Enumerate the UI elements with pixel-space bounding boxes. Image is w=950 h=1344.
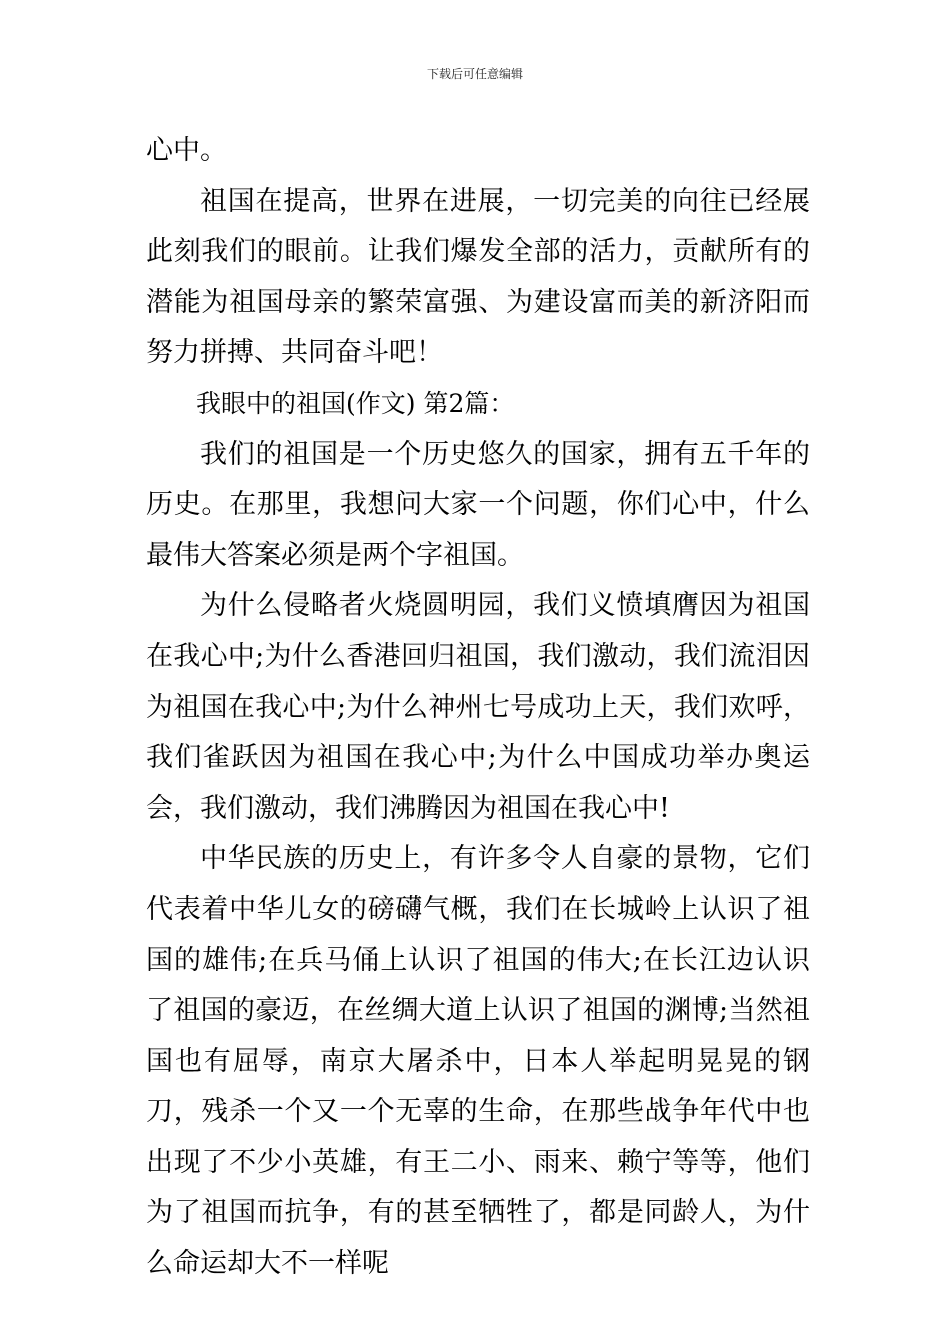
section-heading: 我眼中的祖国(作文) 第2篇：	[196, 388, 515, 418]
paragraph: 祖国在提高，世界在进展，一切完美的向往已经展此刻我们的眼前。让我们爆发全部的活力，贡献所有的潜能为祖国母亲的繁荣富强、为建设富而美的新济阳而努力拼搏、共同奋斗吧！	[146, 185, 810, 369]
paragraph: 为什么侵略者火烧圆明园，我们义愤填膺因为祖国在我心中;为什么香港回归祖国，我们激动，我们流泪因为祖国在我心中;为什么神州七号成功上天，我们欢呼，我们雀跃因为祖国在我心中;为什么中国成功举办奥运会，我们激动，我们沸腾因为祖国在我心中!	[146, 590, 810, 824]
paragraph: 中华民族的历史上，有许多令人自豪的景物，它们代表着中华儿女的磅礴气概，我们在长城岭上认识了祖国的雄伟;在兵马俑上认识了祖国的伟大;在长江边认识了祖国的豪迈，在丝绸大道上认识了祖国的渊博;当然祖国也有屈辱，南京大屠杀中，日本人举起明晃晃的钢刀，残杀一个又一个无辜的生命，在那些战争年代中也出现了不少小英雄，有王二小、雨来、赖宁等等，他们为了祖国而抗争，有的甚至牺牲了，都是同龄人，为什么命运却大不一样呢	[146, 843, 810, 1280]
paragraph-continuation: 心中。	[146, 135, 227, 166]
page-header: 下载后可任意编辑	[426, 67, 523, 81]
paragraph: 我们的祖国是一个历史悠久的国家，拥有五千年的历史。在那里，我想问大家一个问题，你们心中，什么最伟大答案必须是两个字祖国。	[146, 438, 810, 571]
document-body	[146, 126, 810, 1290]
